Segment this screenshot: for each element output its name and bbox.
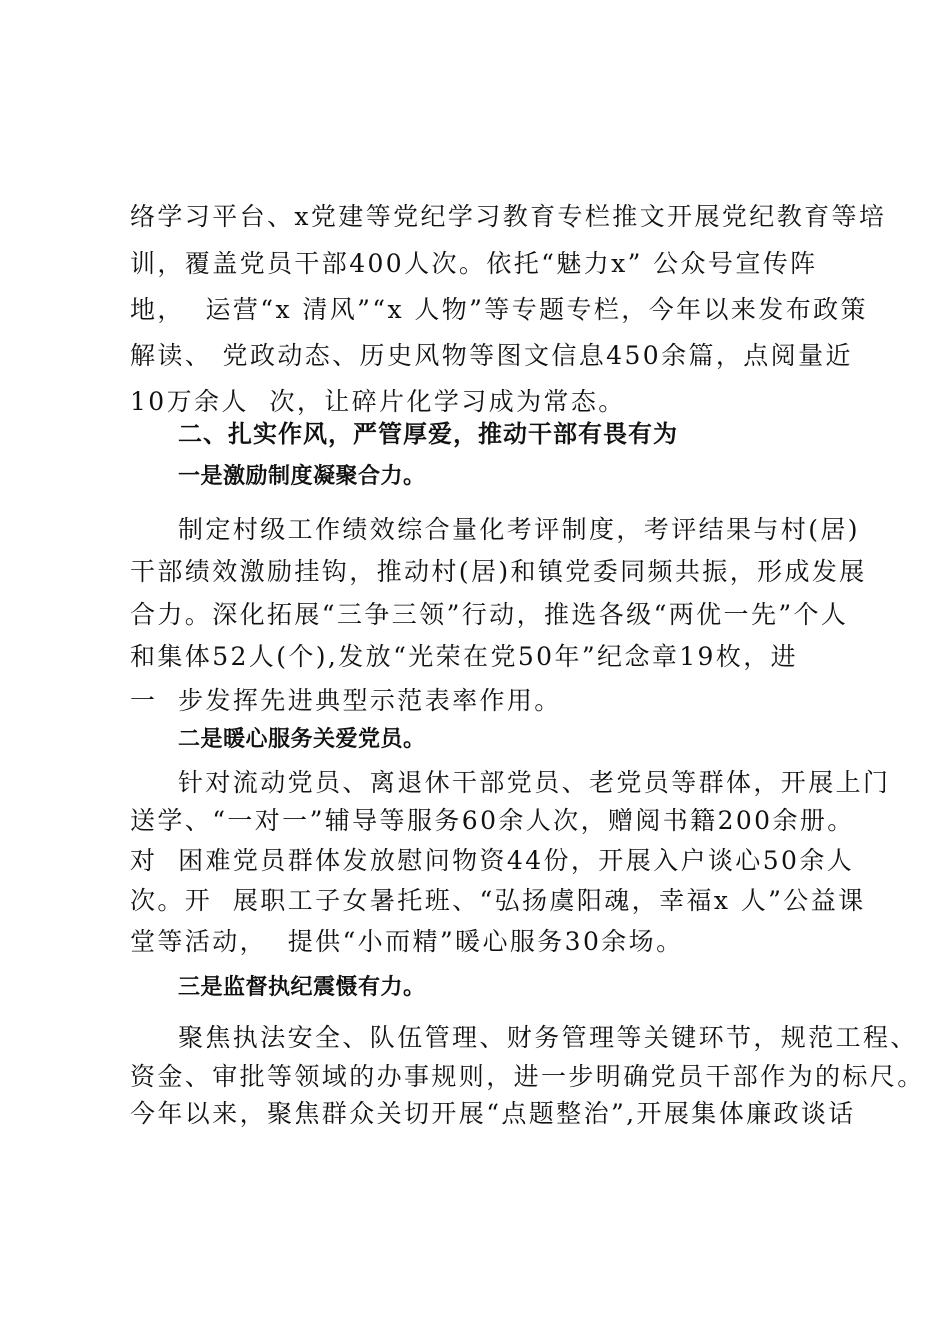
paragraph-line: 干部绩效激励挂钩，推动村(居)和镇党委同频共振，形成发展 <box>130 557 867 586</box>
subsection-title: 三是监督执纪震慑有力。 <box>178 975 426 1000</box>
paragraph-line: 训，覆盖党员干部400人次。依托“魅力x” 公众号宣传阵 <box>130 249 818 278</box>
paragraph-line: 络学习平台、x党建等党纪学习教育专栏推文开展党纪教育等培 <box>130 202 887 231</box>
paragraph-line: 今年以来，聚焦群众关切开展“点题整治”,开展集体廉政谈话 <box>130 1099 856 1128</box>
paragraph-line: 针对流动党员、离退休干部党员、老党员等群体，开展上门 <box>178 768 891 797</box>
paragraph-line: 资金、审批等领域的办事规则，进一步明确党员干部作为的标尺。 <box>130 1062 925 1091</box>
subsection-title: 二是暖心服务关爱党员。 <box>178 727 426 752</box>
section-heading: 二、扎实作风，严管厚爱，推动干部有畏有为 <box>178 420 678 448</box>
paragraph-line: 聚焦执法安全、队伍管理、财务管理等关键环节，规范工程、 <box>178 1023 918 1052</box>
paragraph-line: 地， 运营“x 清风”“x 人物”等专题专栏，今年以来发布政策 <box>130 295 868 324</box>
paragraph-line: 和集体52人(个),发放“光荣在党50年”纪念章19枚，进 <box>130 642 799 671</box>
paragraph-line: 堂等活动， 提供“小而精”暖心服务30余场。 <box>130 927 684 956</box>
paragraph-line: 一 步发挥先进典型示范表率作用。 <box>130 686 562 715</box>
paragraph-line: 制定村级工作绩效综合量化考评制度，考评结果与村(居) <box>178 515 860 544</box>
paragraph-line: 解读、 党政动态、历史风物等图文信息450余篇，点阅量近 <box>130 341 853 370</box>
paragraph-line: 送学、“一对一”辅导等服务60余人次，赠阅书籍200余册。 <box>130 806 855 835</box>
paragraph-line: 10万余人 次，让碎片化学习成为常态。 <box>130 387 626 416</box>
paragraph-line: 次。开 展职工子女暑托班、“弘扬虞阳魂，幸福x 人”公益课 <box>130 886 866 915</box>
subsection-title: 一是激励制度凝聚合力。 <box>178 464 426 489</box>
paragraph-line: 对 困难党员群体发放慰问物资44份，开展入户谈心50余人 <box>130 846 855 875</box>
paragraph-line: 合力。深化拓展“三争三领”行动，推选各级“两优一先”个人 <box>130 600 849 629</box>
